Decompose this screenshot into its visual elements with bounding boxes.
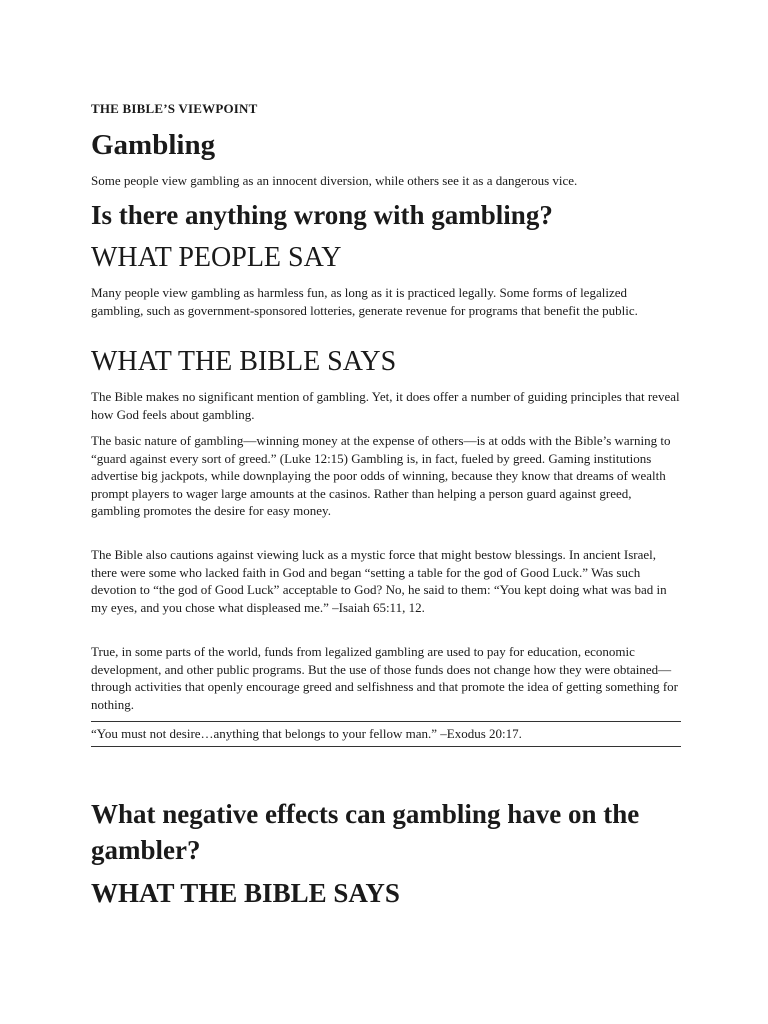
bible-says-heading-2: WHAT THE BIBLE SAYS [91, 878, 400, 908]
bible-paragraph-2: The basic nature of gambling—winning money at the expense of others—is at odds with the Bible’s warning to “guard against every sort of greed.” (Luke 12:15) Gambling is, in fact, fueled by greed. Gaming institutions advertise big jackpots, while downplaying the poor odds of winning, because they know that dreams of wealth prompt players to wager large amounts at the casinos. Rather than helping a person guard against greed, gambling promotes the desire for easy money. [91, 433, 671, 518]
bible-paragraph-1: The Bible makes no significant mention of gambling. Yet, it does offer a number of guiding principles that reveal how God feels about gambling. [91, 389, 680, 422]
people-say-text: Many people view gambling as harmless fun, as long as it is practiced legally. Some forms of legalized gambling, such as government-sponsored lotteries, generate revenue for programs that benefit the public. [91, 285, 638, 318]
intro-text: Some people view gambling as an innocent diversion, while others see it as a dangerous vice. [91, 173, 578, 188]
bible-says-heading: WHAT THE BIBLE SAYS [91, 346, 397, 377]
article-title: Gambling [91, 129, 216, 161]
bible-paragraph-4: True, in some parts of the world, funds from legalized gambling are used to pay for education, economic development, and other public programs. But the use of those funds does not change how they were obtained—through activities that openly encourage greed and selfishness and that promote the idea of getting something for nothing. [91, 644, 678, 712]
people-say-heading: WHAT PEOPLE SAY [91, 242, 342, 273]
series-kicker: THE BIBLE’S VIEWPOINT [91, 101, 258, 116]
question-heading-1: Is there anything wrong with gambling? [91, 200, 553, 230]
question-heading-2: What negative effects can gambling have on the gambler? [91, 799, 640, 865]
bible-paragraph-3: The Bible also cautions against viewing luck as a mystic force that might bestow blessings. In ancient Israel, there were some who lacked faith in God and began “setting a table for the god of Good Luck.” Was such devotion to “the god of Good Luck” acceptable to God? No, he said to them: “You kept doing what was bad in my eyes, and you chose what displeased me.” –Isaiah 65:11, 12. [91, 547, 667, 615]
scripture-quote: “You must not desire…anything that belongs to your fellow man.” –Exodus 20:17. [91, 721, 681, 747]
